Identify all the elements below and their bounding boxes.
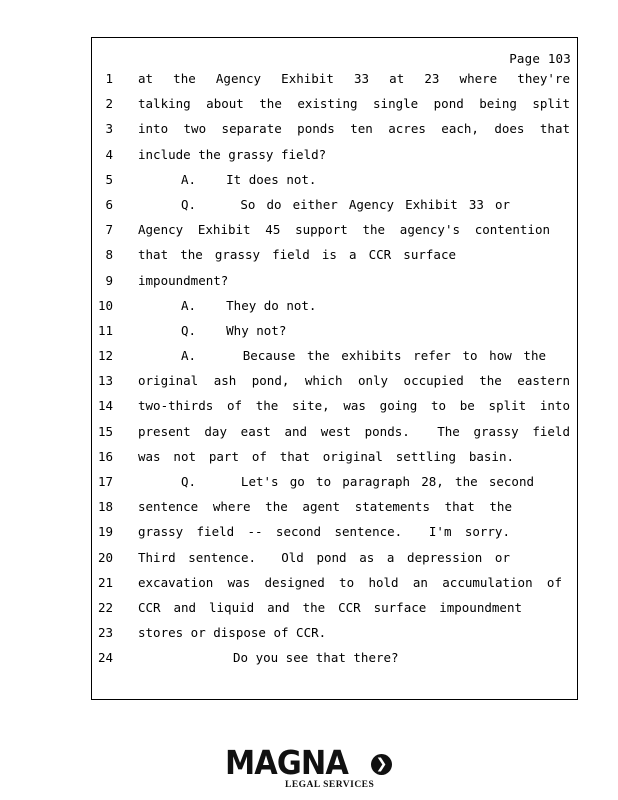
logo-tagline: LEGAL SERVICES — [285, 780, 375, 790]
line-number: 11 — [97, 322, 113, 338]
line-number: 17 — [97, 474, 113, 489]
line-text: talking about the existing single pond being split — [138, 96, 570, 112]
line-number: 20 — [97, 549, 113, 565]
line-text: grassy field -- second sentence. I'm sorry. — [138, 524, 510, 540]
line-number: 1 — [105, 71, 113, 86]
line-text: that the grassy field is a CCR surface — [138, 247, 456, 263]
transcript-line — [92, 247, 577, 272]
line-text: was not part of that original settling basin. — [138, 448, 514, 464]
line-text: Third sentence. Old pond as a depression or — [138, 549, 510, 565]
line-text: Q. So do either Agency Exhibit 33 or — [181, 196, 510, 212]
transcript-line — [92, 147, 577, 172]
arrow-circle-icon: ❯ — [371, 754, 392, 775]
transcript-lines — [92, 71, 577, 676]
line-text: sentence where the agent statements that the — [138, 499, 512, 515]
transcript-line — [92, 474, 577, 499]
transcript-line — [92, 172, 577, 197]
line-number: 21 — [97, 574, 113, 590]
transcript-line — [92, 71, 577, 96]
transcript-line — [92, 348, 577, 373]
transcript-line — [92, 575, 577, 600]
transcript-line — [92, 499, 577, 524]
line-text: stores or dispose of CCR. — [138, 625, 327, 641]
line-text: A. Because the exhibits refer to how the — [181, 348, 546, 364]
line-number: 4 — [105, 146, 113, 162]
transcript-line — [92, 373, 577, 398]
transcript-line — [92, 222, 577, 247]
line-text: Q. Let's go to paragraph 28, the second — [181, 474, 534, 489]
transcript-line — [92, 424, 577, 449]
line-text: present day east and west ponds. The grassy field — [138, 423, 570, 439]
line-number: 16 — [97, 448, 113, 464]
transcript-line — [92, 625, 577, 650]
transcript-line — [92, 323, 577, 348]
line-number: 7 — [105, 222, 113, 238]
line-number: 18 — [97, 499, 113, 515]
page-number: Page 103 — [509, 51, 571, 66]
line-text: Do you see that there? — [233, 650, 399, 666]
transcript-line — [92, 121, 577, 146]
line-text: A. It does not. — [181, 171, 317, 187]
line-number: 19 — [97, 524, 113, 540]
transcript-page — [91, 37, 578, 700]
line-number: 12 — [97, 348, 113, 364]
line-text: Q. Why not? — [181, 322, 287, 338]
line-text: into two separate ponds ten acres each, does that — [138, 121, 570, 137]
transcript-line — [92, 273, 577, 298]
logo-wordmark: MAGNA — [225, 743, 348, 782]
line-number: 22 — [97, 599, 113, 615]
transcript-line — [92, 96, 577, 121]
line-text: CCR and liquid and the CCR surface impoundment — [138, 599, 522, 615]
line-number: 3 — [105, 121, 113, 137]
line-number: 13 — [97, 373, 113, 389]
transcript-line — [92, 298, 577, 323]
line-text: A. They do not. — [181, 297, 317, 313]
line-number: 9 — [105, 272, 113, 288]
line-text: impoundment? — [138, 272, 229, 288]
line-text: at the Agency Exhibit 33 at 23 where they're — [138, 71, 570, 86]
line-number: 24 — [97, 650, 113, 666]
transcript-line — [92, 524, 577, 549]
line-number: 15 — [97, 423, 113, 439]
transcript-line — [92, 550, 577, 575]
line-text: original ash pond, which only occupied the eastern — [138, 373, 570, 389]
line-text: two-thirds of the site, was going to be split into — [138, 398, 570, 414]
magna-logo — [225, 745, 395, 795]
line-number: 6 — [105, 196, 113, 212]
line-number: 8 — [105, 247, 113, 263]
line-text: Agency Exhibit 45 support the agency's contention — [138, 222, 550, 238]
transcript-line — [92, 600, 577, 625]
transcript-line — [92, 650, 577, 675]
line-text: excavation was designed to hold an accumulation of — [138, 574, 562, 590]
transcript-line — [92, 197, 577, 222]
line-number: 14 — [97, 398, 113, 414]
line-number: 5 — [105, 171, 113, 187]
line-text: include the grassy field? — [138, 146, 327, 162]
line-number: 10 — [97, 297, 113, 313]
transcript-line — [92, 398, 577, 423]
transcript-line — [92, 449, 577, 474]
line-number: 23 — [97, 625, 113, 641]
line-number: 2 — [105, 96, 113, 112]
